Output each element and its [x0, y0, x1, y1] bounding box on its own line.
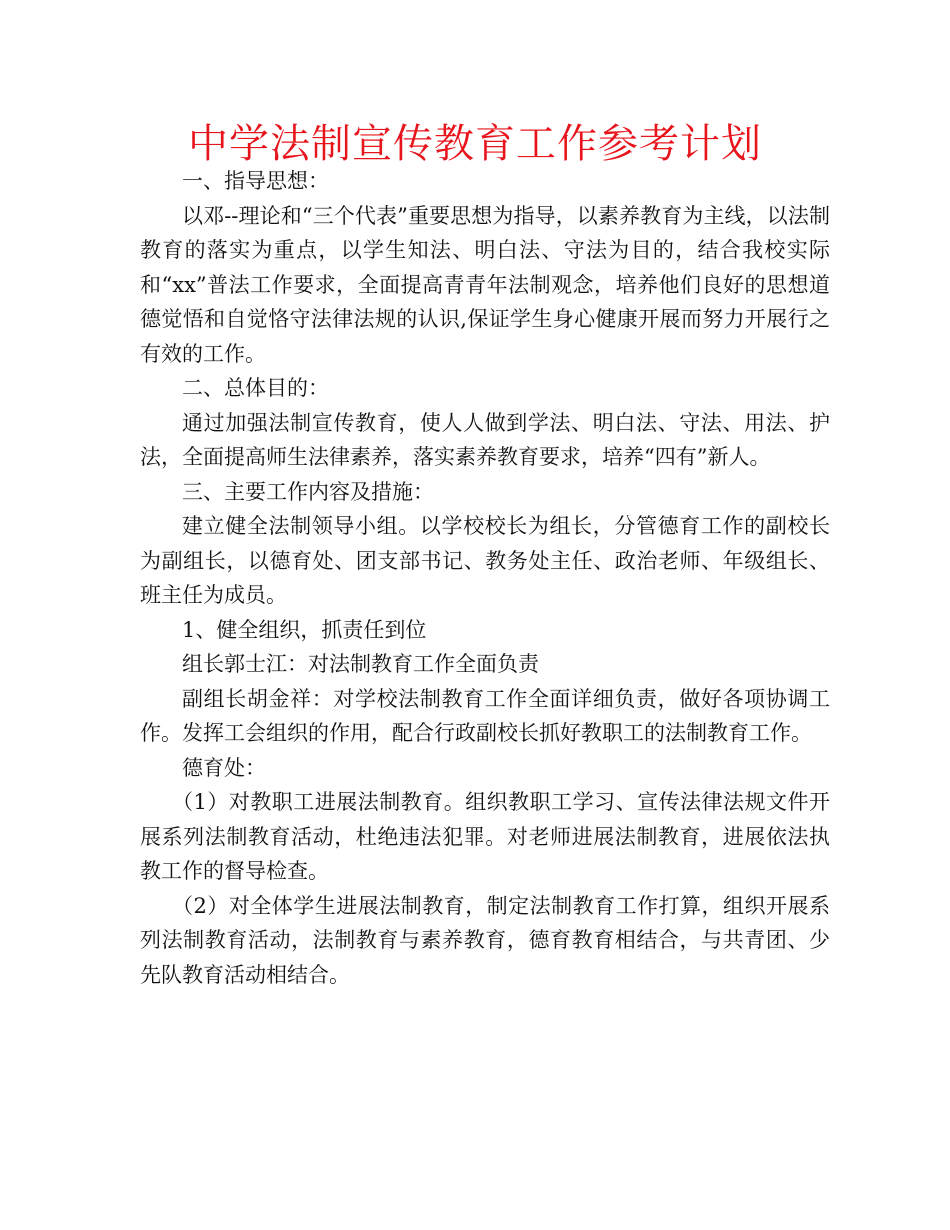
- paragraph-group-leader: 组长郭士江：对法制教育工作全面负责: [182, 652, 539, 676]
- paragraph-deputy-leader: 副组长胡金祥：对学校法制教育工作全面详细负责，做好各项协调工作。发挥工会组织的作用，配合行政副校长抓好教职工的法制教育工作。: [140, 686, 830, 745]
- paragraph-overall-goal: 通过加强法制宣传教育，使人人做到学法、明白法、守法、用法、护法，全面提高师生法律素养，落实素养教育要求，培养“四有”新人。: [140, 410, 830, 469]
- paragraph-guiding-ideology: 以邓--理论和“三个代表”重要思想为指导，以素养教育为主线，以法制教育的落实为重点，以学生知法、明白法、守法为目的，结合我校实际和“xx”普法工作要求，全面提高青青年法制观念，培养他们良好的思想道德觉悟和自觉恪守法律法规的认识,保证学生身心健康开展而努力开展行之有效的工作。: [140, 203, 830, 366]
- paragraph-student-education: （2）对全体学生进展法制教育，制定法制教育工作打算，组织开展系列法制教育活动，法制教育与素养教育，德育教育相结合，与共青团、少先队教育活动相结合。: [140, 893, 830, 987]
- document-body: [140, 164, 830, 992]
- paragraph-leadership-group: 建立健全法制领导小组。以学校校长为组长，分管德育工作的副校长为副组长，以德育处、团支部书记、教务处主任、政治老师、年级组长、班主任为成员。: [140, 514, 830, 607]
- section-heading-guiding-ideology: 一、指导思想：: [182, 169, 329, 193]
- paragraph-staff-education: （1）对教职工进展法制教育。组织教职工学习、宣传法律法规文件开展系列法制教育活动，杜绝违法犯罪。对老师进展法制教育，进展依法执教工作的督导检查。: [140, 790, 830, 883]
- paragraph-moral-office: 德育处：: [182, 755, 266, 780]
- section-heading-overall-goal: 二、总体目的：: [182, 376, 329, 400]
- subheading-organization: 1、健全组织，抓责任到位: [182, 617, 427, 642]
- document-title: 中学法制宣传教育工作参考计划: [188, 121, 762, 167]
- section-heading-main-work: 三、主要工作内容及措施：: [182, 479, 434, 504]
